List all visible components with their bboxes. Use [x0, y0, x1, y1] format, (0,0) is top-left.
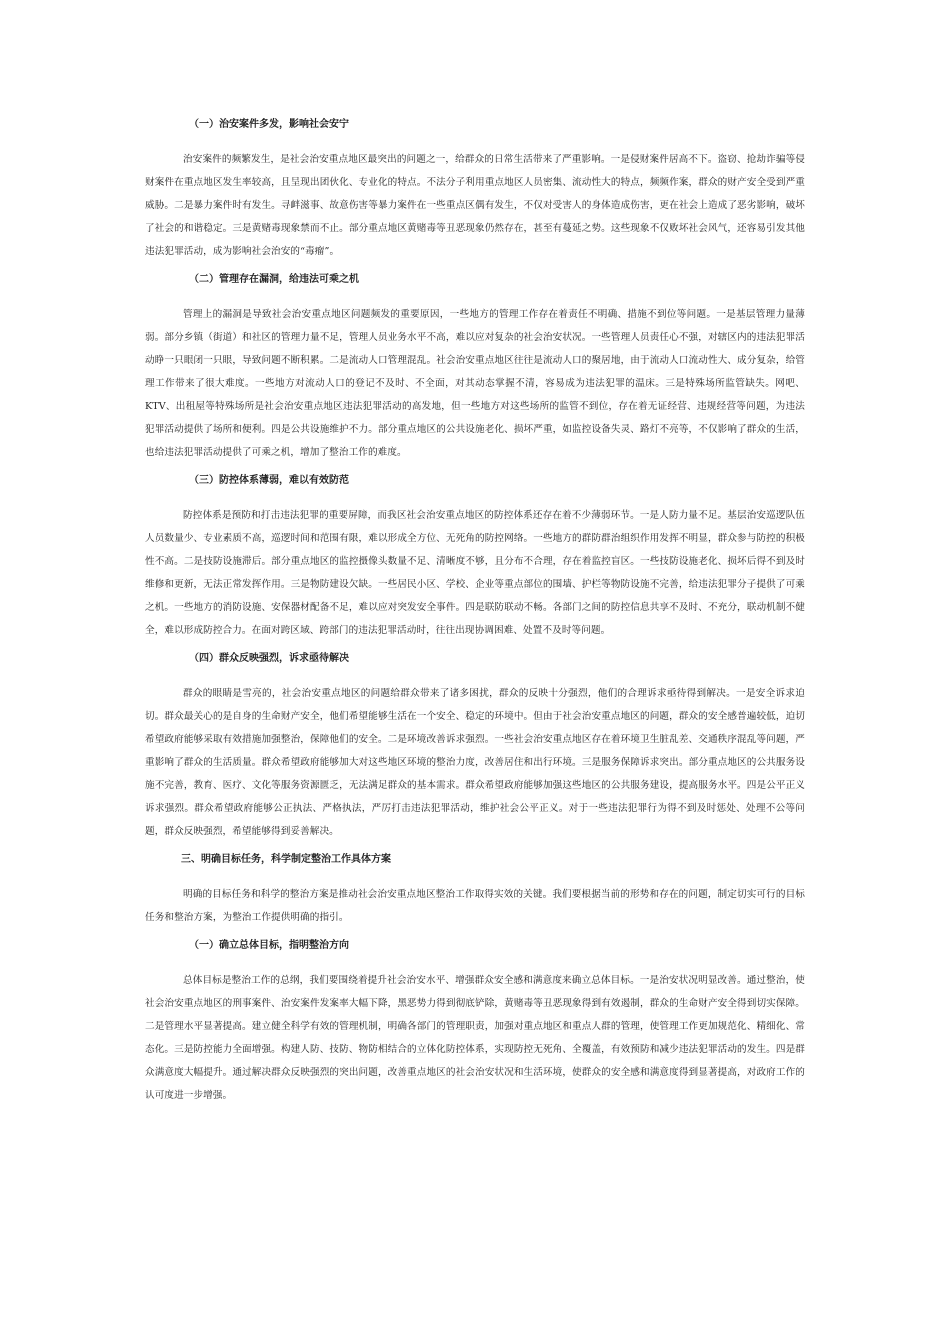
- section-heading: （二）管理存在漏洞，给违法可乘之机: [189, 274, 359, 285]
- section-paragraph: 防控体系是预防和打击违法犯罪的重要屏障，而我区社会治安重点地区的防控体系还存在着不少薄弱环节。一是人防力量不足。基层治安巡逻队伍人员数量少、专业素质不高，巡逻时间和范围有限，难以形成全方位、无死角的防控网络。一些地方的群防群治组织作用发挥不明显，群众参与防控的积极性不高。二是技防设施滞后。部分重点地区的监控摄像头数量不足、清晰度不够，且分布不合理，存在着监控盲区。一些技防设施老化、损坏后得不到及时维修和更新，无法正常发挥作用。三是物防建设欠缺。一些居民小区、学校、企业等重点部位的围墙、护栏等物防设施不完善，给违法犯罪分子提供了可乘之机。一些地方的消防设施、安保器材配备不足，难以应对突发安全事件。四是联防联动不畅。各部门之间的防控信息共享不及时、不充分，联动机制不健全，难以形成防控合力。在面对跨区域、跨部门的违法犯罪活动时，往往出现协调困难、处置不及时等问题。: [145, 510, 805, 636]
- section-paragraph: 群众的眼睛是雪亮的，社会治安重点地区的问题给群众带来了诸多困扰，群众的反映十分强烈，他们的合理诉求亟待得到解决。一是安全诉求迫切。群众最关心的是自身的生命财产安全，他们希望能够生活在一个安全、稳定的环境中。但由于社会治安重点地区的问题，群众的安全感普遍较低，迫切希望政府能够采取有效措施加强整治，保障他们的安全。二是环境改善诉求强烈。一些社会治安重点地区存在着环境卫生脏乱差、交通秩序混乱等问题，严重影响了群众的生活质量。群众希望政府能够加大对这些地区环境的整治力度，改善居住和出行环境。三是服务保障诉求突出。部分重点地区的公共服务设施不完善，教育、医疗、文化等服务资源匮乏，无法满足群众的基本需求。群众希望政府能够加强这些地区的公共服务建设，提高服务水平。四是公平正义诉求强烈。群众希望政府能够公正执法、严格执法，严厉打击违法犯罪活动，维护社会公平正义。对于一些违法犯罪行为得不到及时惩处、处理不公等问题，群众反映强烈，希望能够得到妥善解决。: [145, 688, 805, 837]
- section-paragraph: 总体目标是整治工作的总纲，我们要围绕着提升社会治安水平、增强群众安全感和满意度来确立总体目标。一是治安状况明显改善。通过整治，使社会治安重点地区的刑事案件、治安案件发案率大幅下降，黑恶势力得到彻底铲除，黄赌毒等丑恶现象得到有效遏制，群众的生命财产安全得到切实保障。二是管理水平显著提高。建立健全科学有效的管理机制，明确各部门的管理职责，加强对重点地区和重点人群的管理，使管理工作更加规范化、精细化、常态化。三是防控能力全面增强。构建人防、技防、物防相结合的立体化防控体系，实现防控无死角、全覆盖，有效预防和减少违法犯罪活动的发生。四是群众满意度大幅提升。通过解决群众反映强烈的突出问题，改善重点地区的社会治安状况和生活环境，使群众的安全感和满意度得到显著提高，对政府工作的认可度进一步增强。: [145, 975, 805, 1101]
- section-heading: （四）群众反映强烈，诉求亟待解决: [189, 653, 349, 664]
- section-heading: （三）防控体系薄弱，难以有效防范: [189, 475, 349, 486]
- section-paragraph: 管理上的漏洞是导致社会治安重点地区问题频发的重要原因，一些地方的管理工作存在着责任不明确、措施不到位等问题。一是基层管理力量薄弱。部分乡镇（街道）和社区的管理力量不足，管理人员业务水平不高，难以应对复杂的社会治安状况。一些管理人员责任心不强，对辖区内的违法犯罪活动睁一只眼闭一只眼，导致问题不断积累。二是流动人口管理混乱。社会治安重点地区往往是流动人口的聚居地，由于流动人口流动性大、成分复杂，给管理工作带来了很大难度。一些地方对流动人口的登记不及时、不全面，对其动态掌握不清，容易成为违法犯罪的温床。三是特殊场所监管缺失。网吧、KTV、出租屋等特殊场所是社会治安重点地区违法犯罪活动的高发地，但一些地方对这些场所的监管不到位，存在着无证经营、违规经营等问题，为违法犯罪活动提供了场所和便利。四是公共设施维护不力。部分重点地区的公共设施老化、损坏严重，如监控设备失灵、路灯不亮等，不仅影响了群众的生活，也给违法犯罪活动提供了可乘之机，增加了整治工作的难度。: [145, 309, 805, 458]
- document-page: [145, 118, 805, 1107]
- section-4: [145, 652, 805, 843]
- section-paragraph: 治安案件的频繁发生，是社会治安重点地区最突出的问题之一，给群众的日常生活带来了严重影响。一是侵财案件居高不下。盗窃、抢劫诈骗等侵财案件在重点地区发生率较高，且呈现出团伙化、专业化的特点。不法分子利用重点地区人员密集、流动性大的特点，频频作案，群众的财产安全受到严重威胁。二是暴力案件时有发生。寻衅滋事、故意伤害等暴力案件在一些重点区偶有发生，不仅对受害人的身体造成伤害，更在社会上造成了恶劣影响，破坏了社会的和谐稳定。三是黄赌毒现象禁而不止。部分重点地区黄赌毒等丑恶现象仍然存在，甚至有蔓延之势。这些现象不仅败坏社会风气，还容易引发其他违法犯罪活动，成为影响社会治安的“毒瘤”。: [145, 154, 805, 257]
- section-6: [145, 939, 805, 1107]
- chapter-heading: 三、明确目标任务，科学制定整治工作具体方案: [181, 854, 391, 865]
- section-paragraph: 明确的目标任务和科学的整治方案是推动社会治安重点地区整治工作取得实效的关键。我们要根据当前的形势和存在的问题，制定切实可行的目标任务和整治方案，为整治工作提供明确的指引。: [145, 889, 805, 923]
- section-heading: （一）治安案件多发，影响社会安宁: [189, 119, 349, 130]
- section-heading: （一）确立总体目标，指明整治方向: [189, 940, 349, 951]
- section-5: [145, 853, 805, 929]
- section-1: [145, 118, 805, 263]
- section-2: [145, 273, 805, 464]
- section-3: [145, 474, 805, 642]
